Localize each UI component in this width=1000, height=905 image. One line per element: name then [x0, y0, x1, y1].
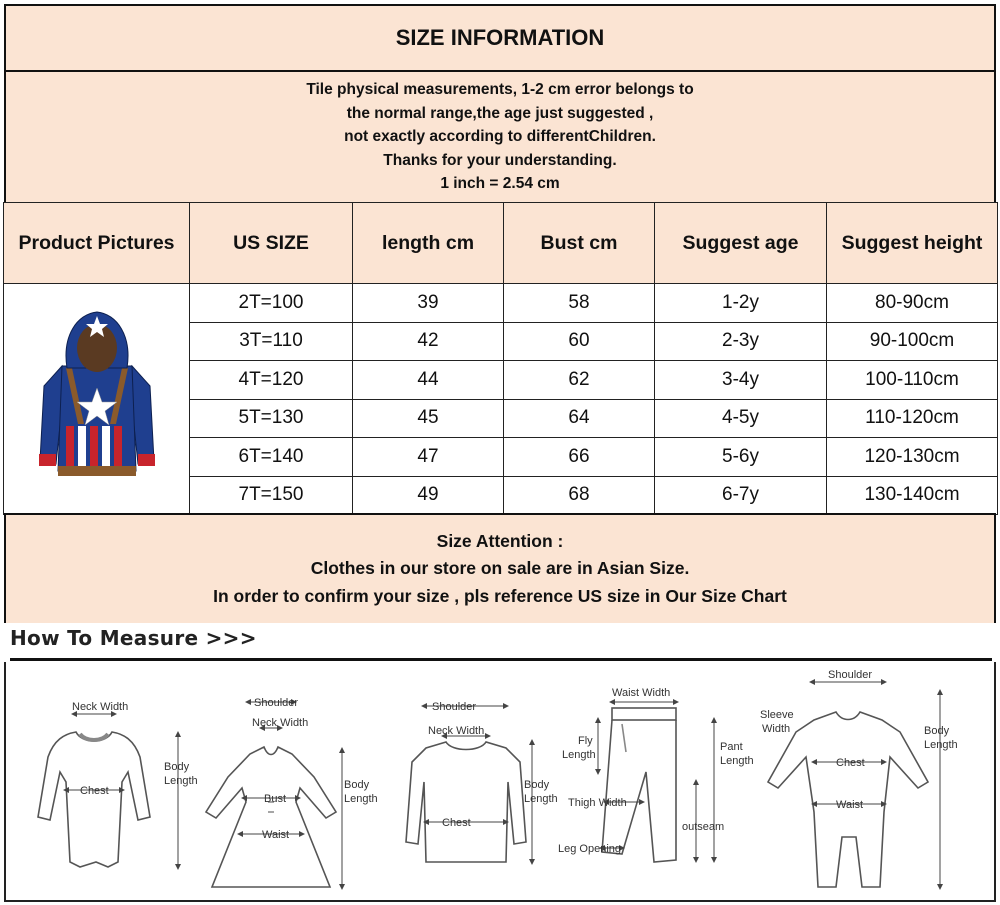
romper-sleeve-width-label: Width — [762, 723, 791, 735]
attention-line: Clothes in our store on sale are in Asian Size. — [310, 558, 690, 579]
size-attention — [4, 513, 996, 623]
cell-height: 120-130cm — [827, 438, 998, 477]
cell-us-size: 5T=130 — [190, 399, 353, 438]
pants-waist-label: Waist Width — [612, 687, 671, 699]
shirt-shoulder-label: Shoulder — [432, 701, 477, 713]
cell-length: 49 — [353, 476, 504, 515]
pants-thigh-label: Thigh Width — [568, 797, 627, 809]
pants-pant-label: Pant — [720, 741, 743, 753]
header-us-size: US SIZE — [190, 203, 353, 284]
dress-length-label: Length — [344, 793, 378, 805]
cell-bust: 66 — [504, 438, 655, 477]
cell-us-size: 3T=110 — [190, 322, 353, 361]
bodysuit-diagram — [38, 732, 150, 867]
dress-waist-label: Waist — [262, 829, 290, 841]
dress-neck-label: Neck Width — [252, 717, 309, 729]
header-suggest-age: Suggest age — [655, 203, 827, 284]
shirt-length-label: Length — [524, 793, 558, 805]
cell-height: 90-100cm — [827, 322, 998, 361]
header-rule — [10, 658, 992, 661]
shirt-body-label: Body — [524, 779, 550, 791]
cell-bust: 58 — [504, 284, 655, 323]
bodysuit-body-label: Body — [164, 761, 190, 773]
cell-length: 45 — [353, 399, 504, 438]
attention-heading: Size Attention : — [436, 530, 564, 551]
pants-diagram — [602, 708, 676, 862]
cell-length: 44 — [353, 361, 504, 400]
cell-age: 3-4y — [655, 361, 827, 400]
note-line: 1 inch = 2.54 cm — [440, 175, 560, 193]
cell-us-size: 6T=140 — [190, 438, 353, 477]
romper-body-label: Body — [924, 725, 950, 737]
cell-age: 4-5y — [655, 399, 827, 438]
cell-height: 100-110cm — [827, 361, 998, 400]
header-product-pictures: Product Pictures — [4, 203, 190, 284]
romper-chest-label: Chest — [836, 757, 865, 769]
romper-shoulder-label: Shoulder — [828, 669, 873, 681]
pants-length-label: Length — [720, 755, 754, 767]
cell-age: 5-6y — [655, 438, 827, 477]
pants-outseam-label: outseam — [682, 821, 725, 833]
pants-leg-label: Leg Opening — [558, 843, 621, 855]
product-picture — [4, 284, 190, 515]
note-line: not exactly according to differentChildren. — [344, 128, 656, 146]
attention-line: In order to confirm your size , pls reference US size in Our Size Chart — [213, 585, 787, 606]
header-bust: Bust cm — [504, 203, 655, 284]
measurement-note — [4, 70, 996, 204]
size-information-title: SIZE INFORMATION — [4, 4, 996, 72]
header-suggest-height: Suggest height — [827, 203, 998, 284]
header-length: length cm — [353, 203, 504, 284]
table-header-row — [4, 203, 998, 284]
cell-height: 130-140cm — [827, 476, 998, 515]
note-line: Thanks for your understanding. — [383, 151, 617, 169]
measurement-diagrams — [4, 662, 996, 902]
shirt-diagram — [406, 742, 526, 862]
cell-bust: 62 — [504, 361, 655, 400]
cell-height: 110-120cm — [827, 399, 998, 438]
cell-age: 1-2y — [655, 284, 827, 323]
cell-bust: 60 — [504, 322, 655, 361]
cell-age: 2-3y — [655, 322, 827, 361]
romper-waist-label: Waist — [836, 799, 864, 811]
pants-fly-label: Fly — [578, 735, 593, 747]
note-line: Tile physical measurements, 1-2 cm error belongs to — [306, 81, 694, 99]
bodysuit-length-label: Length — [164, 775, 198, 787]
dress-body-label: Body — [344, 779, 370, 791]
shirt-neck-label: Neck Width — [428, 725, 485, 737]
cell-bust: 68 — [504, 476, 655, 515]
size-sheet — [4, 4, 996, 623]
hoodie-image — [22, 296, 172, 496]
cell-length: 39 — [353, 284, 504, 323]
cell-age: 6-7y — [655, 476, 827, 515]
cell-us-size: 2T=100 — [190, 284, 353, 323]
dress-diagram — [206, 747, 336, 887]
cell-us-size: 7T=150 — [190, 476, 353, 515]
cell-height: 80-90cm — [827, 284, 998, 323]
cell-length: 42 — [353, 322, 504, 361]
dress-shoulder-label: Shoulder — [254, 697, 299, 709]
cell-bust: 64 — [504, 399, 655, 438]
cell-length: 47 — [353, 438, 504, 477]
table-row — [4, 284, 998, 323]
note-line: the normal range,the age just suggested , — [346, 104, 654, 122]
diagrams-svg — [6, 662, 994, 900]
bodysuit-chest-label: Chest — [80, 785, 109, 797]
cell-us-size: 4T=120 — [190, 361, 353, 400]
how-to-measure-header — [4, 618, 996, 663]
shirt-chest-label: Chest — [442, 817, 471, 829]
romper-sleeve-label: Sleeve — [760, 709, 794, 721]
size-table — [3, 202, 998, 515]
pants-fly-length-label: Length — [562, 749, 596, 761]
bodysuit-neck-label: Neck Width — [72, 701, 129, 713]
how-to-measure-title: How To Measure >>> — [10, 626, 257, 650]
dress-bust-label: Bust — [264, 793, 287, 805]
romper-length-label: Length — [924, 739, 958, 751]
